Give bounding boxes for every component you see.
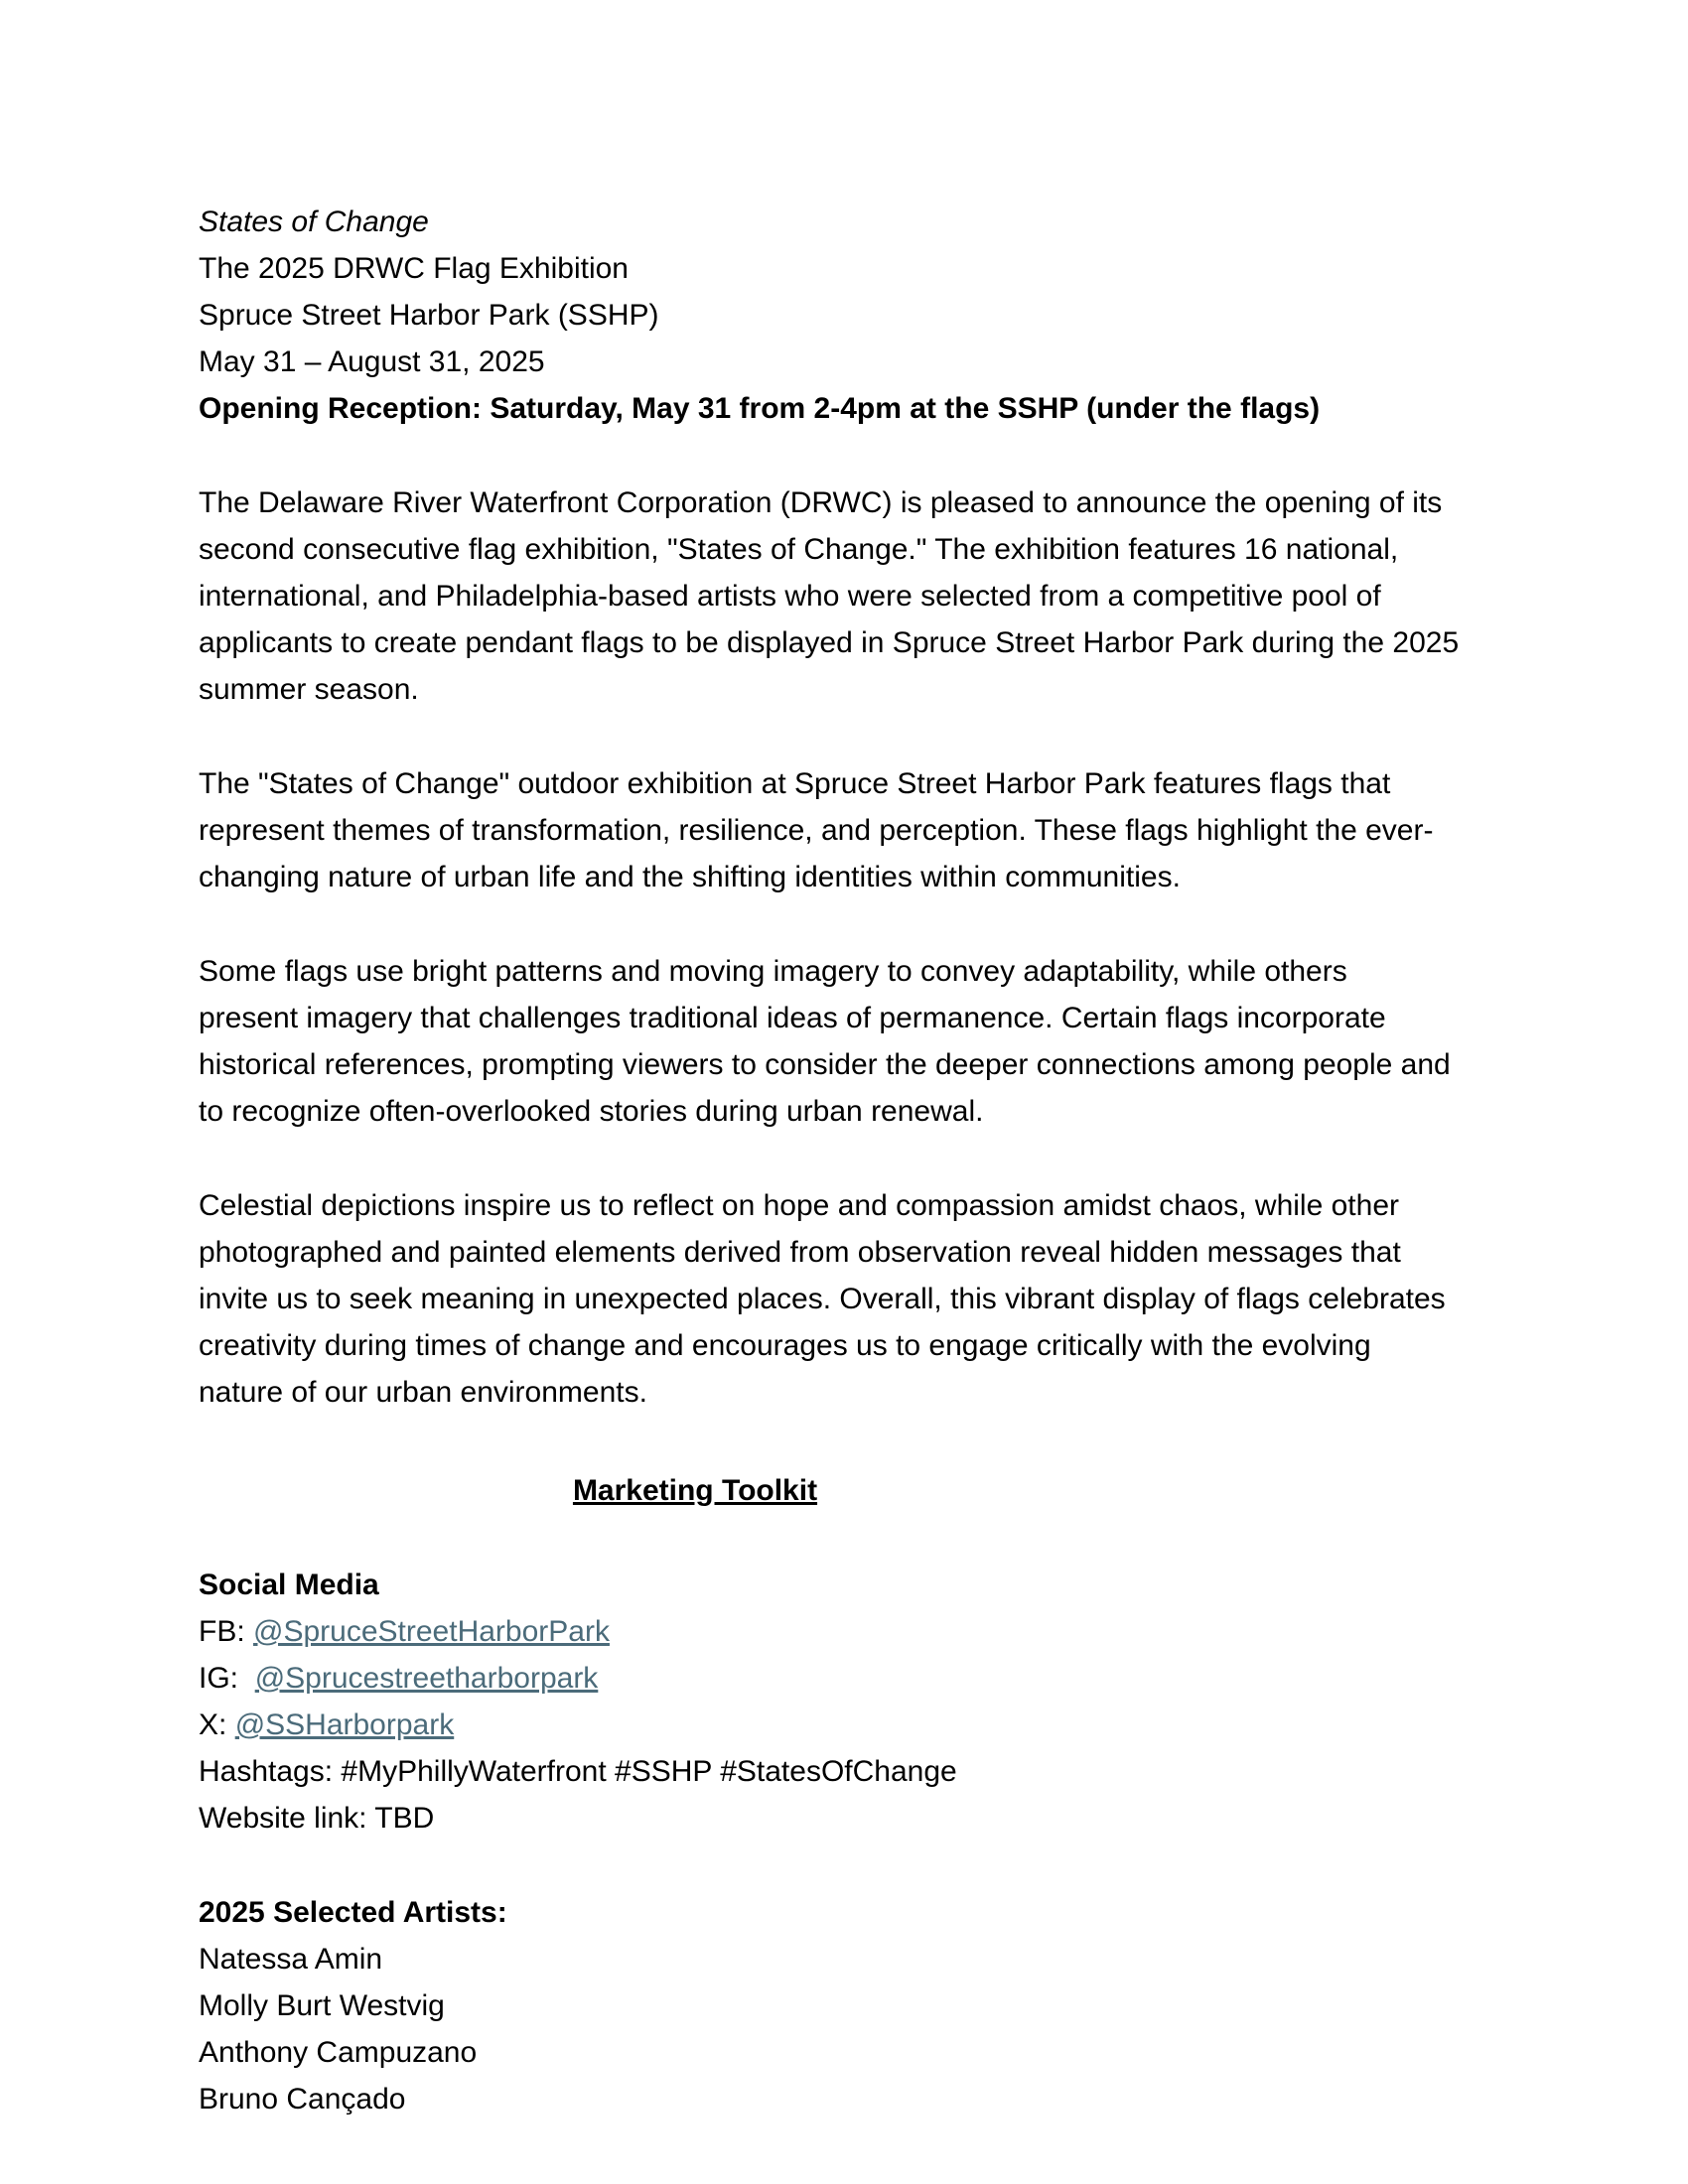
exhibition-location: Spruce Street Harbor Park (SSHP): [199, 299, 659, 332]
website-link: Website link: TBD: [199, 1802, 435, 1835]
artist-name: Molly Burt Westvig: [199, 1989, 445, 2022]
selected-artists-heading: 2025 Selected Artists:: [199, 1896, 507, 1929]
facebook-label: FB:: [199, 1615, 254, 1648]
paragraph-line: historical references, prompting viewers to consider the deeper connections among people and: [199, 1048, 1451, 1081]
x-row: [199, 1702, 1489, 1748]
x-label: X:: [199, 1708, 235, 1741]
facebook-link[interactable]: @SpruceStreetHarborPark: [253, 1615, 610, 1648]
selected-artists-section: [199, 1889, 1489, 2122]
paragraph-themes: [199, 760, 1489, 900]
facebook-row: [199, 1608, 1489, 1655]
paragraph-line: international, and Philadelphia-based artists who were selected from a competitive pool of: [199, 580, 1381, 613]
social-media-section: [199, 1562, 1489, 1842]
opening-reception: Opening Reception: Saturday, May 31 from 2-4pm at the SSHP (under the flags): [199, 392, 1321, 425]
social-media-heading: Social Media: [199, 1569, 379, 1601]
instagram-row: [199, 1655, 1489, 1702]
paragraph-line: Celestial depictions inspire us to reflect on hope and compassion amidst chaos, while other: [199, 1189, 1399, 1222]
artist-name: Bruno Cançado: [199, 2083, 406, 2116]
instagram-link[interactable]: @Sprucestreetharborpark: [254, 1662, 599, 1695]
paragraph-line: creativity during times of change and encourages us to engage critically with the evolving: [199, 1329, 1371, 1362]
paragraph-line: The "States of Change" outdoor exhibition at Spruce Street Harbor Park features flags that: [199, 767, 1391, 800]
x-link[interactable]: @SSHarborpark: [234, 1708, 455, 1741]
paragraph-line: changing nature of urban life and the shifting identities within communities.: [199, 861, 1181, 893]
paragraph-line: present imagery that challenges traditional ideas of permanence. Certain flags incorporate: [199, 1002, 1386, 1034]
paragraph-celestial: [199, 1182, 1489, 1416]
exhibition-subtitle: The 2025 DRWC Flag Exhibition: [199, 252, 629, 285]
instagram-label: IG:: [199, 1662, 255, 1695]
paragraph-announcement: [199, 479, 1489, 713]
artist-name: Anthony Campuzano: [199, 2036, 478, 2069]
exhibition-header: [199, 199, 1489, 432]
paragraph-line: second consecutive flag exhibition, "States of Change." The exhibition features 16 national,: [199, 533, 1399, 566]
paragraph-line: to recognize often-overlooked stories during urban renewal.: [199, 1095, 984, 1128]
hashtags: Hashtags: #MyPhillyWaterfront #SSHP #StatesOfChange: [199, 1755, 957, 1788]
paragraph-line: summer season.: [199, 673, 419, 706]
document-page: [199, 199, 1489, 2122]
paragraph-imagery: [199, 948, 1489, 1135]
exhibition-dates: May 31 – August 31, 2025: [199, 345, 545, 378]
paragraph-line: photographed and painted elements derived from observation reveal hidden messages that: [199, 1236, 1401, 1269]
paragraph-line: applicants to create pendant flags to be displayed in Spruce Street Harbor Park during the 2025: [199, 626, 1460, 659]
paragraph-line: nature of our urban environments.: [199, 1376, 647, 1409]
artist-name: Natessa Amin: [199, 1943, 383, 1976]
paragraph-line: represent themes of transformation, resilience, and perception. These flags highlight the ever-: [199, 814, 1434, 847]
paragraph-line: invite us to seek meaning in unexpected places. Overall, this vibrant display of flags celebrates: [199, 1283, 1446, 1315]
marketing-toolkit-heading: Marketing Toolkit: [572, 1474, 818, 1507]
exhibition-title: States of Change: [199, 205, 429, 238]
paragraph-line: Some flags use bright patterns and moving imagery to convey adaptability, while others: [199, 955, 1347, 988]
paragraph-line: The Delaware River Waterfront Corporation (DRWC) is pleased to announce the opening of its: [199, 486, 1443, 519]
